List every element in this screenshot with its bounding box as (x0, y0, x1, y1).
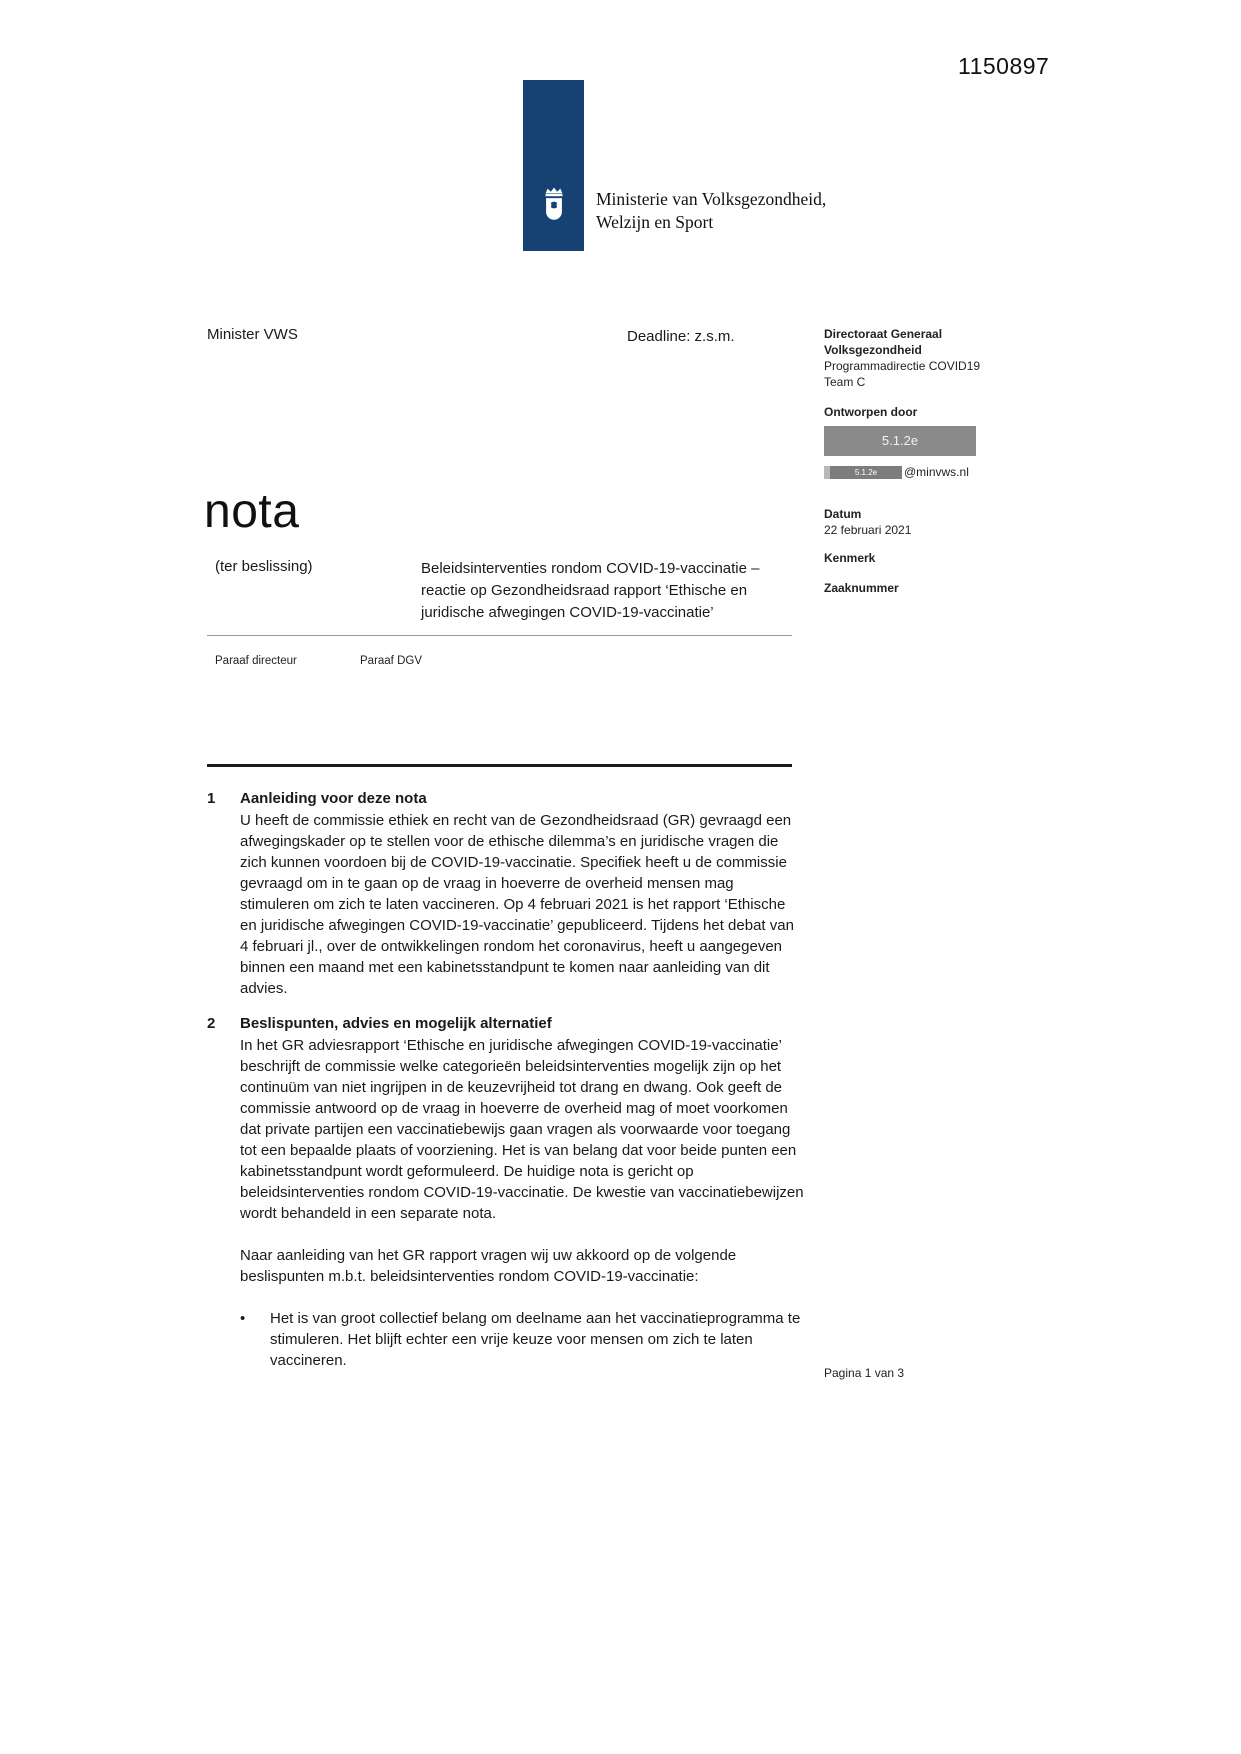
datum-label: Datum (824, 507, 862, 521)
email-suffix: @minvws.nl (904, 465, 969, 479)
divider-thick (207, 764, 792, 767)
redaction-box: 5.1.2e (824, 426, 976, 456)
directorate-line: Team C (824, 375, 866, 389)
ter-beslissing-label: (ter beslissing) (215, 558, 313, 575)
section-number: 2 (207, 1015, 216, 1032)
section-beslispunten (207, 1013, 807, 1224)
ontworpen-door-label: Ontworpen door (824, 405, 918, 419)
rijksoverheid-emblem-icon (541, 186, 567, 229)
subject-text: Beleidsinterventies rondom COVID-19-vaccinatie – reactie op Gezondheidsraad rapport ‘Ethische en juridische afwegingen COVID-19-vaccinatie’ (421, 560, 760, 621)
zaaknummer-label: Zaaknummer (824, 581, 899, 595)
kenmerk-label: Kenmerk (824, 551, 876, 565)
directorate-block (824, 326, 1009, 390)
section-body-text: U heeft de commissie ethiek en recht van de Gezondheidsraad (GR) gevraagd een afwegingskader op te stellen voor de ethische dilemma’s en juridische vragen die zich kunnen voordoen bij de COVID-19-vaccinatie. Specifiek heeft u de commissie gevraagd om in te gaan op de vraag in hoeverre de overheid mensen mag stimuleren om zich te laten vaccineren. Op 4 februari 2021 is het rapport ‘Ethische en juridische afwegingen COVID-19-vaccinatie’ gepubliceerd. Tijdens het debat van 4 februari jl., over de ontwikkelingen rondom het coronavirus, heeft u aangegeven binnen een maand met een kabinetsstandpunt te komen naar aanleiding van dit advies. (240, 812, 794, 997)
directorate-line: Directoraat Generaal (824, 327, 943, 341)
email-line (824, 464, 1009, 480)
document-body (207, 788, 807, 1371)
section-aanleiding (207, 788, 807, 999)
section-title: Aanleiding voor deze nota (240, 790, 427, 807)
rijksoverheid-logo (523, 80, 584, 251)
datum-block (824, 506, 1009, 538)
akkoord-paragraph: Naar aanleiding van het GR rapport vragen wij uw akkoord op de volgende beslispunten m.b.t. beleidsinterventies rondom COVID-19-vaccinatie: (240, 1247, 737, 1285)
ministry-name-line1: Ministerie van Volksgezondheid, (596, 189, 827, 209)
divider-thin (207, 635, 792, 636)
bullet-text: Het is van groot collectief belang om deelname aan het vaccinatieprogramma te stimuleren. Het blijft echter een vrije keuze voor mensen om zich te laten vaccineren. (270, 1310, 801, 1369)
minister-label: Minister VWS (207, 326, 298, 343)
directorate-line: Volksgezondheid (824, 343, 922, 357)
ministry-name (596, 188, 826, 234)
section-heading-row (207, 1013, 807, 1034)
meta-column (824, 326, 1009, 596)
paraaf-directeur-label: Paraaf directeur (215, 655, 297, 667)
ministry-name-line2: Welzijn en Sport (596, 212, 714, 232)
deadline-label: Deadline: z.s.m. (627, 328, 735, 345)
paraaf-dgv-label: Paraaf DGV (360, 655, 422, 667)
nota-title: nota (204, 485, 300, 538)
section-number: 1 (207, 790, 216, 807)
decision-bullet-item (240, 1308, 806, 1371)
section-heading-row (207, 788, 807, 809)
datum-value: 22 februari 2021 (824, 523, 912, 537)
email-redaction-box: 5.1.2e (830, 466, 902, 479)
directorate-line: Programmadirectie COVID19 (824, 359, 981, 373)
document-number: 1150897 (958, 53, 1050, 79)
page-footer: Pagina 1 van 3 (824, 1366, 905, 1380)
section-title: Beslispunten, advies en mogelijk alternatief (240, 1015, 552, 1032)
section-body-text: In het GR adviesrapport ‘Ethische en juridische afwegingen COVID-19-vaccinatie’ beschrijft de commissie welke categorieën beleidsinterventies mogelijk zijn op het continuüm van niet ingrijpen in de keuzevrijheid tot drang en dwang. Ook geeft de commissie antwoord op de vraag in hoeverre de overheid mag of moet voorkomen dat private partijen een vaccinatiebewijs gaan vragen als voorwaarde voor toegang tot een bepaalde plaats of voorziening. Het is van belang dat voor beide punten een kabinetsstandpunt wordt geformuleerd. De huidige nota is gericht op beleidsinterventies rondom COVID-19-vaccinatie. De kwestie van vaccinatiebewijzen wordt behandeld in een separate nota. (240, 1037, 804, 1222)
bullet-marker (240, 1308, 270, 1371)
